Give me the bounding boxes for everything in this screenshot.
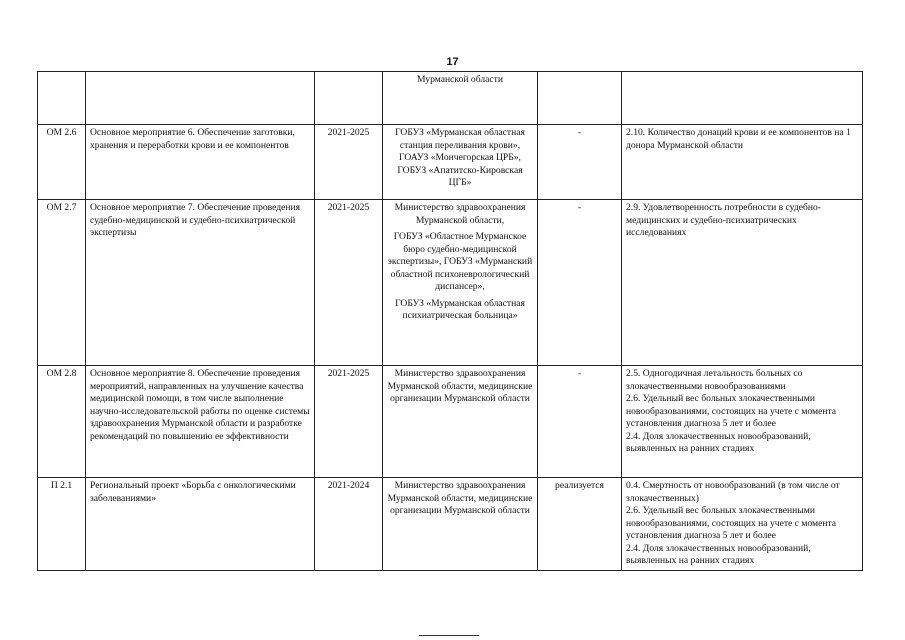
row-executors-cell — [383, 200, 538, 366]
indicator-text: 2.4. Доля злокачественных новообразований, выявленных на ранних стадиях — [626, 542, 811, 566]
row-years-cell: 2021-2025 — [315, 125, 383, 200]
executor-text: ГОБУЗ «Мурманская областная станция переливания крови», ГОАУЗ «Мончегорская ЦРБ», ГОБУЗ «Апатитско-Кировская ЦГБ» — [395, 127, 525, 188]
indicator-text: 2.5. Одногодичная летальность больных со злокачественными новообразованиями — [626, 368, 803, 392]
executor-text: ГОБУЗ «Мурманская областная психиатрическая больница» — [395, 297, 525, 321]
row-code-cell: П 2.1 — [38, 478, 86, 571]
row-indicators-cell — [622, 366, 863, 478]
table-row — [38, 72, 863, 125]
row-executors-cell — [383, 125, 538, 200]
executor-text: ГОБУЗ «Областное Мурманское бюро судебно-медицинской экспертизы», ГОБУЗ «Мурманский областной психоневрологический диспансер», — [387, 231, 533, 292]
row-code-cell: ОМ 2.6 — [38, 125, 86, 200]
row-code-cell: ОМ 2.7 — [38, 200, 86, 366]
footer-line — [419, 635, 479, 636]
executor-text: Министерство здравоохранения Мурманской области, медицинские организации Мурманской области — [387, 368, 533, 404]
indicator-text: 2.4. Доля злокачественных новообразований, выявленных на ранних стадиях — [626, 430, 811, 454]
executor-text: Мурманской области — [417, 74, 503, 85]
row-status-cell — [538, 72, 622, 125]
row-years-cell — [315, 72, 383, 125]
row-event-cell: Основное мероприятие 8. Обеспечение проведения мероприятий, направленных на улучшение качества медицинской помощи, в том числе выполнение научно-исследовательской работы по оценке системы здравоохранения Мурманской области и разработке рекомендаций по повышению ее эффективности — [86, 366, 315, 478]
row-indicators-cell — [622, 478, 863, 571]
row-status-cell: - — [538, 366, 622, 478]
row-code-cell — [38, 72, 86, 125]
row-executors-cell — [383, 72, 538, 125]
indicator-text: 2.6. Удельный вес больных злокачественными новообразованиями, состоящих на учете с момента установления диагноза 5 лет и более — [626, 505, 837, 541]
page-number: 17 — [446, 56, 459, 68]
row-event-cell — [86, 72, 315, 125]
indicator-text: 2.9. Удовлетворенность потребности в судебно-медицинских и судебно-психиатрических исследованиях — [626, 202, 822, 238]
row-indicators-cell — [622, 125, 863, 200]
row-event-cell: Региональный проект «Борьба с онкологическими заболеваниями» — [86, 478, 315, 571]
row-status-cell: - — [538, 200, 622, 366]
row-executors-cell — [383, 366, 538, 478]
row-years-cell: 2021-2025 — [315, 366, 383, 478]
executor-text: Министерство здравоохранения Мурманской области, медицинские организации Мурманской области — [387, 480, 533, 516]
row-indicators-cell — [622, 72, 863, 125]
row-code-cell: ОМ 2.8 — [38, 366, 86, 478]
table-row — [38, 125, 863, 200]
indicator-text: 2.6. Удельный вес больных злокачественными новообразованиями, состоящих на учете с момента установления диагноза 5 лет и более — [626, 393, 837, 429]
executor-text: Министерство здравоохранения Мурманской области, — [394, 202, 526, 226]
row-executors-cell — [383, 478, 538, 571]
table-row — [38, 478, 863, 571]
table-row — [38, 366, 863, 478]
program-table — [37, 71, 863, 571]
row-status-cell: - — [538, 125, 622, 200]
row-years-cell: 2021-2024 — [315, 478, 383, 571]
row-years-cell: 2021-2025 — [315, 200, 383, 366]
row-event-cell: Основное мероприятие 6. Обеспечение заготовки, хранения и переработки крови и ее компонентов — [86, 125, 315, 200]
table-row — [38, 200, 863, 366]
indicator-text: 0.4. Смертность от новообразований (в том числе от злокачественных) — [626, 480, 840, 504]
indicator-text: 2.10. Количество донаций крови и ее компонентов на 1 донора Мурманской области — [626, 127, 851, 151]
row-status-cell: реализуется — [538, 478, 622, 571]
row-indicators-cell — [622, 200, 863, 366]
row-event-cell: Основное мероприятие 7. Обеспечение проведения судебно-медицинской и судебно-психиатрической экспертизы — [86, 200, 315, 366]
